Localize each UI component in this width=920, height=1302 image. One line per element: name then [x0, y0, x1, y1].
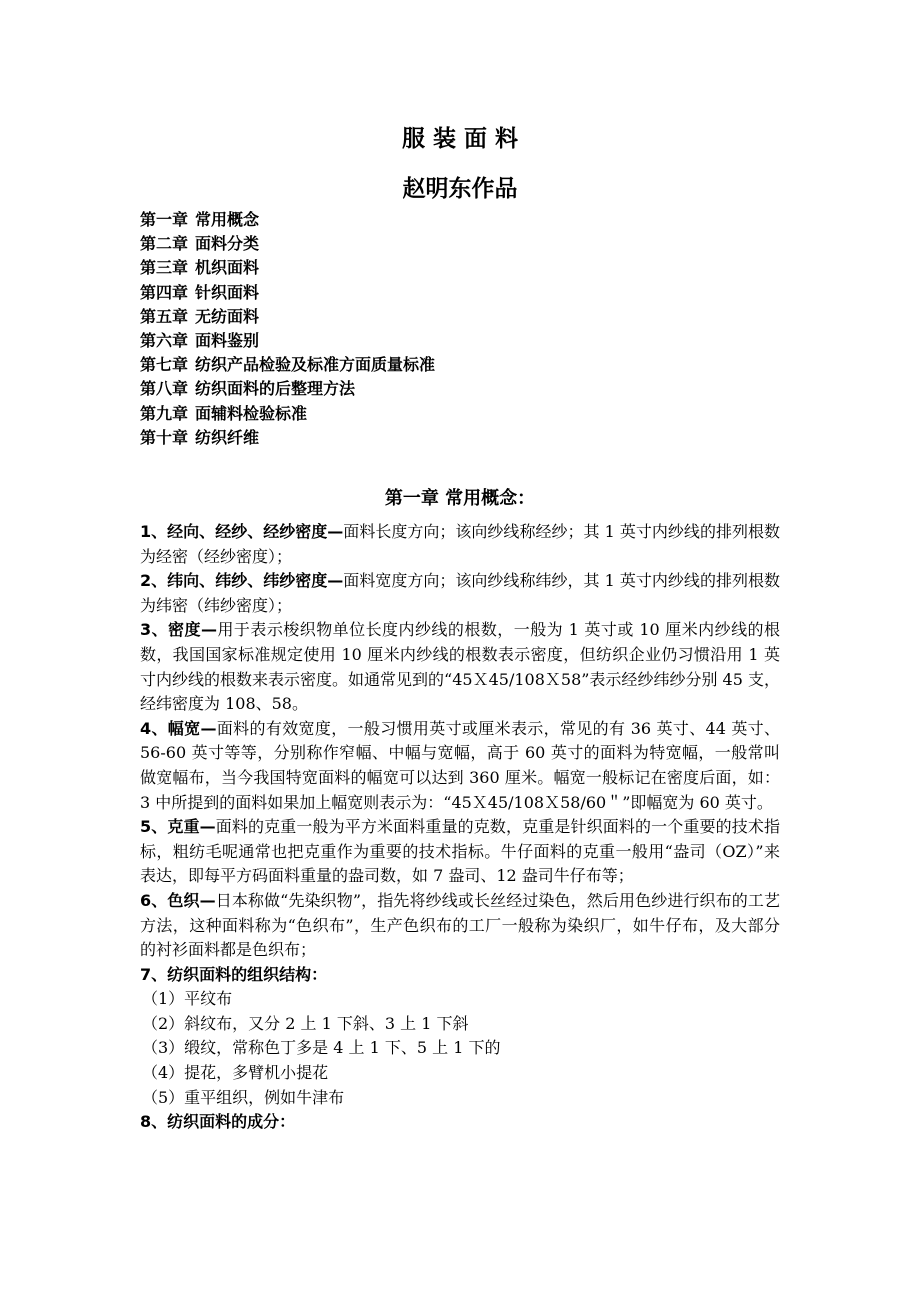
toc-item: 第二章 面料分类	[140, 234, 260, 254]
chapter-1-body	[140, 520, 780, 1135]
list-item: （5）重平组织，例如牛津布	[142, 1087, 345, 1107]
definition-text: 面料的有效宽度，一般习惯用英寸或厘米表示，常见的有 36 英寸、44 英寸、56-60 英寸等等，分别称作窄幅、中幅与宽幅，高于 60 英寸的面料为特宽幅，一般常叫做宽幅布，当今我国特宽面料的幅宽可以达到 360 厘米。幅宽一般标记在密度后面，如：3 中所提到的面料如果加上幅宽则表示为：“45Ｘ45/108Ｘ58/60＂”即幅宽为 60 英寸。	[140, 718, 780, 812]
definition-text: 面料长度方向；该向纱线称经纱；其 1 英寸内纱线的排列根数为经密（经纱密度）；	[140, 522, 780, 566]
toc-item: 第六章 面料鉴别	[140, 331, 260, 351]
toc-item: 第七章 纺织产品检验及标准方面质量标准	[140, 355, 436, 375]
definition-text: 面料的克重一般为平方米面料重量的克数，克重是针织面料的一个重要的技术指标，粗纺毛呢通常也把克重作为重要的技术指标。牛仔面料的克重一般用“盎司（OZ）”来表达，即每平方码面料重量的盎司数，如 7 盎司、12 盎司牛仔布等；	[140, 817, 780, 886]
toc-item: 第八章 纺织面料的后整理方法	[140, 379, 356, 399]
list-item: （3）缎纹，常称色丁多是 4 上 1 下、5 上 1 下的	[142, 1038, 501, 1058]
list-item: （2）斜纹布，又分 2 上 1 下斜、3 上 1 下斜	[142, 1013, 469, 1033]
toc-item: 第十章 纺织纤维	[140, 427, 260, 447]
definition-paragraph	[140, 815, 780, 889]
definition-paragraph	[140, 889, 780, 963]
chapter-1-heading: 第一章 常用概念：	[384, 488, 536, 509]
toc-item: 第一章 常用概念	[140, 210, 260, 229]
document-title: 服 装 面 料	[401, 126, 519, 152]
list-item: （4）提花，多臂机小提花	[142, 1063, 329, 1083]
list-item: （1）平纹布	[142, 989, 233, 1009]
definition-term: 2、纬向、纬纱、纬纱密度—	[140, 571, 344, 591]
definition-paragraph	[140, 569, 780, 618]
author-line: 赵明东作品	[402, 176, 518, 202]
table-of-contents	[140, 208, 800, 450]
definition-paragraph	[140, 618, 780, 716]
definition-term: 4、幅宽—	[140, 718, 217, 738]
toc-item: 第四章 针织面料	[140, 282, 260, 302]
definition-text: 面料宽度方向；该向纱线称纬纱，其 1 英寸内纱线的排列根数为纬密（纬纱密度）；	[140, 571, 780, 615]
definition-text: 用于表示梭织物单位长度内纱线的根数，一般为 1 英寸或 10 厘米内纱线的根数，我国国家标准规定使用 10 厘米内纱线的根数表示密度，但纺织企业仍习惯沿用 1 英寸内纱线的根数来表示密度。如通常见到的“45Ｘ45/108Ｘ58”表示经纱纬纱分别 45 支，经纬密度为 108、58。	[140, 620, 780, 714]
toc-item: 第五章 无纺面料	[140, 306, 260, 326]
definition-paragraph	[140, 717, 780, 815]
definition-term: 5、克重—	[140, 817, 216, 837]
definition-paragraph	[140, 520, 780, 569]
section-8-heading: 8、纺织面料的成分：	[140, 1112, 296, 1132]
definition-term: 1、经向、经纱、经纱密度—	[140, 522, 344, 541]
definition-text: 日本称做“先染织物”，指先将纱线或长丝经过染色，然后用色纱进行织布的工艺方法，这种面料称为“色织布”，生产色织布的工厂一般称为染织厂，如牛仔布，及大部分的衬衫面料都是色织布；	[140, 890, 780, 960]
definition-term: 6、色织—	[140, 890, 216, 910]
section-7-heading: 7、纺织面料的组织结构：	[140, 964, 328, 984]
toc-item: 第九章 面辅料检验标准	[140, 403, 308, 423]
toc-item: 第三章 机织面料	[140, 258, 260, 278]
definition-term: 3、密度—	[140, 620, 217, 640]
